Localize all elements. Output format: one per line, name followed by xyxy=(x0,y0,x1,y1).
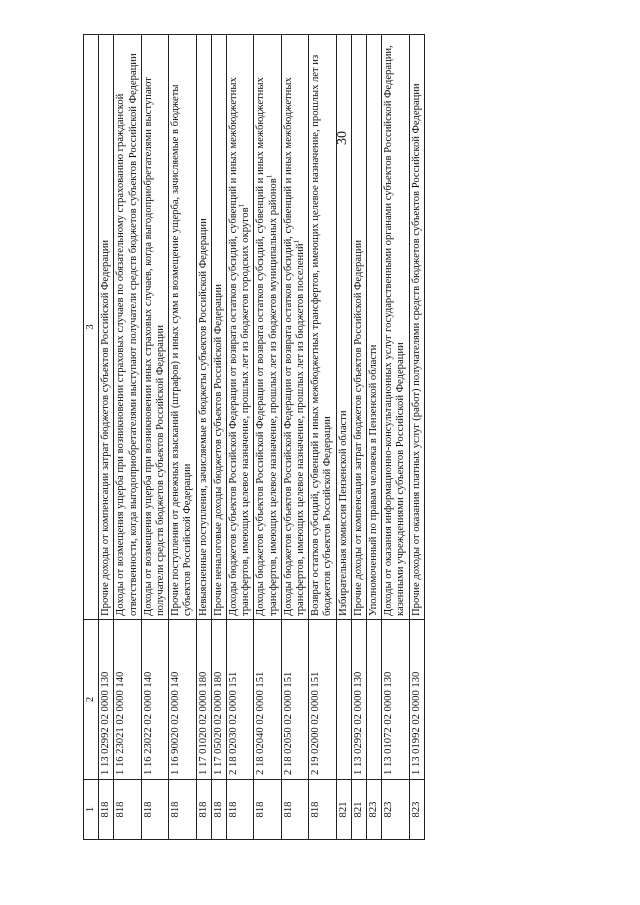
table-row xyxy=(141,35,168,840)
table-row xyxy=(336,35,351,840)
kbk-code-cell: 2 18 02030 02 0000 151 xyxy=(227,620,254,780)
kbk-code-cell: 1 16 23022 02 0000 140 xyxy=(141,620,168,780)
revenue-name-cell xyxy=(309,35,336,620)
table-row xyxy=(382,35,409,840)
table-row xyxy=(99,35,114,840)
revenue-name-text: Прочие поступления от денежных взысканий (штрафов) и иных сумм в возмещение ущерба, зачисляемые в бюджеты субъектов Российской Федерации xyxy=(170,84,194,616)
admin-code-cell: 818 xyxy=(141,780,168,840)
admin-code-cell: 818 xyxy=(169,780,196,840)
revenue-name-cell xyxy=(281,35,308,620)
revenue-name-cell xyxy=(367,35,382,620)
revenue-name-cell xyxy=(351,35,366,620)
revenue-name-text: Невыясненные поступления, зачисляемые в бюджеты субъектов Российской Федерации xyxy=(197,218,209,616)
kbk-code-cell xyxy=(336,620,351,780)
revenue-name-cell xyxy=(409,35,424,620)
kbk-code-cell: 1 13 02992 02 0000 130 xyxy=(351,620,366,780)
admin-code-cell: 818 xyxy=(227,780,254,840)
table-header-row xyxy=(84,35,99,840)
revenue-name-text: Доходы от возмещения ущерба при возникновении страховых случаев по обязательному страхованию гражданской ответственности, когда выгодоприобретателями выступают получатели средств бюджетов субъектов Российской Федерации xyxy=(115,53,139,616)
admin-code-cell: 821 xyxy=(336,780,351,840)
budget-revenue-table xyxy=(83,34,425,840)
admin-code-cell: 823 xyxy=(409,780,424,840)
revenue-name-text: Прочие доходы от оказания платных услуг (работ) получателями средств бюджетов субъектов Российской Федерации xyxy=(410,83,422,616)
revenue-name-text: Прочие доходы от компенсации затрат бюджетов субъектов Российской Федерации xyxy=(100,239,112,616)
footnote-marker: 1 xyxy=(292,239,301,244)
table-row xyxy=(211,35,226,840)
revenue-name-text: Доходы бюджетов субъектов Российской Федерации от возврата остатков субсидий, субвенций и иных межбюджетных трансфертов, имеющих целевое назначение, прошлых лет из бюджетов поселений xyxy=(282,77,307,616)
revenue-name-text: Доходы от оказания информационно-консультационных услуг государственными органами субъектов Российской Федерации, казенными учреждениями субъектов Российской Федерации xyxy=(383,45,407,616)
table-row xyxy=(309,35,336,840)
revenue-name-text: Возврат остатков субсидий, субвенций и иных межбюджетных трансфертов, имеющих целевое назначение, прошлых лет из бюджетов субъектов Российской Федерации xyxy=(310,54,334,616)
admin-code-cell: 821 xyxy=(351,780,366,840)
kbk-code-cell: 2 18 02050 02 0000 151 xyxy=(281,620,308,780)
revenue-name-text: Избирательная комиссия Пензенской области xyxy=(337,410,349,616)
table-row xyxy=(367,35,382,840)
table-row xyxy=(114,35,141,840)
table-row xyxy=(227,35,254,840)
table-row xyxy=(254,35,281,840)
kbk-code-cell: 1 13 01072 02 0000 130 xyxy=(382,620,409,780)
kbk-code-cell: 1 13 02992 02 0000 130 xyxy=(99,620,114,780)
kbk-code-cell: 1 16 23021 02 0000 140 xyxy=(114,620,141,780)
column-header-admin: 1 xyxy=(84,780,99,840)
revenue-name-cell xyxy=(211,35,226,620)
column-header-kbk: 2 xyxy=(84,620,99,780)
admin-code-cell: 818 xyxy=(196,780,211,840)
admin-code-cell: 818 xyxy=(99,780,114,840)
table-row xyxy=(409,35,424,840)
revenue-name-cell xyxy=(169,35,196,620)
revenue-name-text: Доходы бюджетов субъектов Российской Федерации от возврата остатков субсидий, субвенций и иных межбюджетных трансфертов, имеющих целевое назначение, прошлых лет из бюджетов городских округов xyxy=(228,77,252,616)
kbk-code-cell xyxy=(367,620,382,780)
admin-code-cell: 823 xyxy=(382,780,409,840)
kbk-code-cell: 1 16 90020 02 0000 140 xyxy=(169,620,196,780)
footnote-marker: 1 xyxy=(265,174,274,179)
revenue-name-text: Доходы бюджетов субъектов Российской Федерации от возврата остатков субсидий, субвенций и иных межбюджетных трансфертов, имеющих целевое назначение, прошлых лет из бюджетов муниципальных районов xyxy=(255,77,279,616)
table-row xyxy=(281,35,308,840)
revenue-name-cell xyxy=(382,35,409,620)
kbk-code-cell: 2 19 02000 02 0000 151 xyxy=(309,620,336,780)
column-header-name: 3 xyxy=(84,35,99,620)
page-number: 30 xyxy=(335,131,350,145)
revenue-name-text: Уполномоченный по правам человека в Пензенской области xyxy=(368,344,380,616)
table-body xyxy=(99,35,425,840)
table-row xyxy=(351,35,366,840)
table-row xyxy=(169,35,196,840)
admin-code-cell: 818 xyxy=(254,780,281,840)
revenue-name-text: Доходы от возмещения ущерба при возникновении иных страховых случаев, когда выгодоприобретателями выступают получатели средств бюджетов субъектов Российской Федерации xyxy=(142,77,167,616)
admin-code-cell: 818 xyxy=(114,780,141,840)
revenue-name-cell xyxy=(99,35,114,620)
revenue-name-text: Прочие неналоговые доходы бюджетов субъектов Российской Федерации xyxy=(212,284,224,616)
kbk-code-cell: 2 18 02040 02 0000 151 xyxy=(254,620,281,780)
admin-code-cell: 818 xyxy=(281,780,308,840)
table-row xyxy=(196,35,211,840)
admin-code-cell: 818 xyxy=(309,780,336,840)
revenue-name-cell xyxy=(336,35,351,620)
rotated-table-container xyxy=(83,35,558,840)
revenue-name-cell xyxy=(114,35,141,620)
revenue-name-cell xyxy=(141,35,168,620)
admin-code-cell: 823 xyxy=(367,780,382,840)
revenue-name-text: Прочие доходы от компенсации затрат бюджетов субъектов Российской Федерации xyxy=(352,239,364,616)
kbk-code-cell: 1 13 01992 02 0000 130 xyxy=(409,620,424,780)
admin-code-cell: 818 xyxy=(211,780,226,840)
kbk-code-cell: 1 17 01020 02 0000 180 xyxy=(196,620,211,780)
revenue-name-cell xyxy=(196,35,211,620)
revenue-name-cell xyxy=(254,35,281,620)
kbk-code-cell: 1 17 05020 02 0000 180 xyxy=(211,620,226,780)
revenue-name-cell xyxy=(227,35,254,620)
footnote-marker: 1 xyxy=(237,203,246,208)
